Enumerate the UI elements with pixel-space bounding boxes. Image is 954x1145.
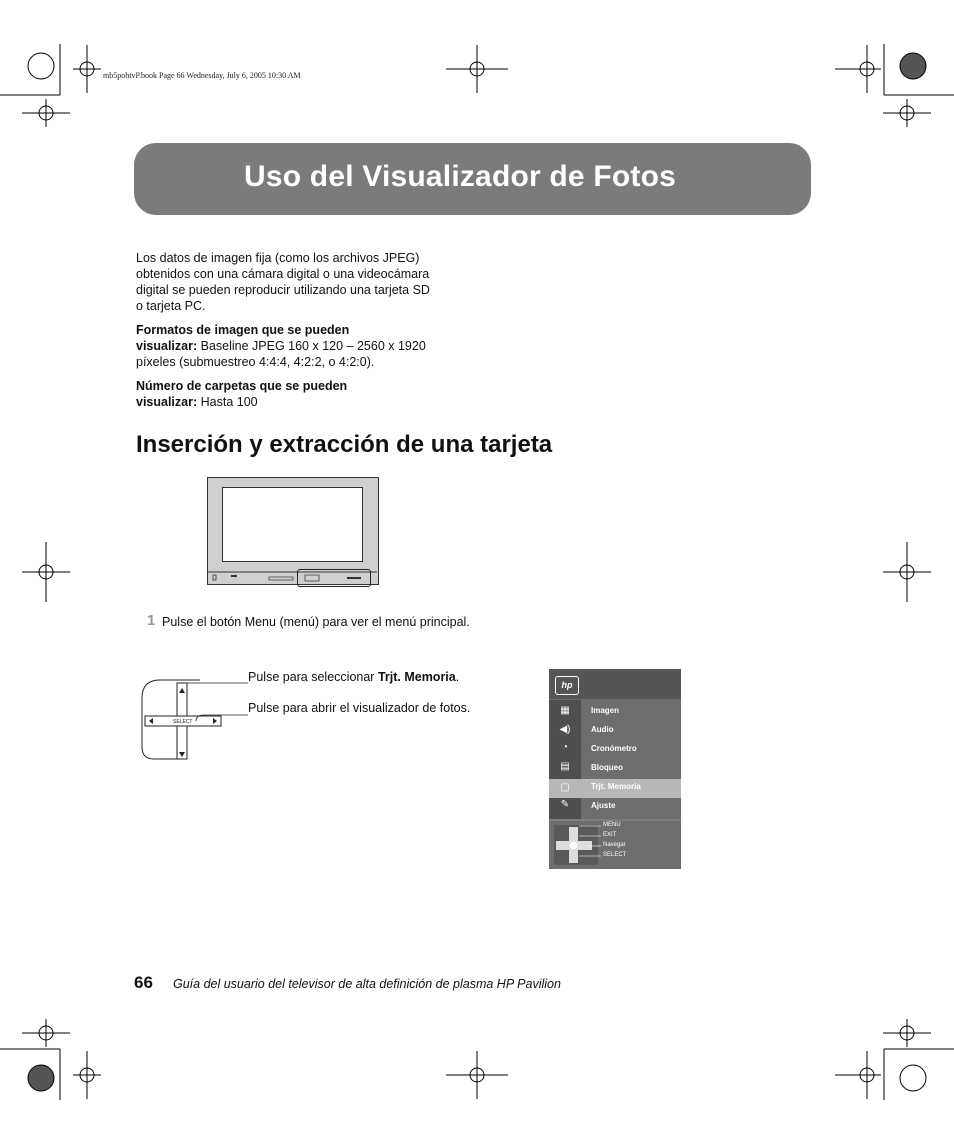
callout-emphasis: Trjt. Memoria [377,670,456,684]
page-title: Uso del Visualizador de Fotos [244,160,676,193]
intro-paragraph [136,250,456,314]
folders-value: Hasta 100 [197,395,258,409]
hp-logo: hp [555,676,579,695]
page-number: 66 [134,973,153,992]
menu-item-ajuste[interactable]: Ajuste [591,801,616,810]
formats-value: Baseline JPEG 160 x 120 – 2560 x 1920 [197,339,426,353]
callout-text: . [455,670,460,684]
section-heading: Inserción y extracción de una tarjeta [136,431,553,458]
folders-label: Número de carpetas que se pueden [136,379,348,393]
folders-paragraph [136,378,466,410]
step-text: Pulse el botón Menu (menú) para ver el menú principal. [162,615,470,629]
select-label: SELECT [173,719,193,725]
card-slot-highlight [297,569,371,587]
picture-icon: ▦ [560,705,570,716]
intro-line: digital se pueden reproducir utilizando una tarjeta SD [136,283,430,297]
formats-label: visualizar: [136,339,198,353]
wrench-icon: ✎ [560,799,570,810]
remote-dpad-illustration [140,675,250,765]
menu-item-audio[interactable]: Audio [591,725,614,734]
step-number: 1 [147,612,156,629]
tv-screen [222,487,363,562]
folders-label: visualizar: [136,395,198,409]
callout-open-viewer: Pulse para abrir el visualizador de fotos. [248,701,471,715]
footer-title: Guía del usuario del televisor de alta definición de plasma HP Pavilion [173,977,561,991]
timer-icon: ◔ [561,742,569,753]
print-header-note: mb5pohtvP.book Page 66 Wednesday, July 6, 2005 10:30 AM [103,71,301,80]
formats-value: píxeles (submuestreo 4:4:4, 4:2:2, o 4:2:0). [136,355,375,369]
memory-card-icon: ▢ [560,782,570,793]
intro-line: Los datos de imagen fija (como los archivos JPEG) [136,251,420,265]
intro-line: o tarjeta PC. [136,299,206,313]
menu-item-trjt-memoria[interactable]: Trjt. Memoria [591,782,641,791]
formats-label: Formatos de imagen que se pueden [136,323,350,337]
menu-item-imagen[interactable]: Imagen [591,706,620,715]
speaker-icon: ◀) [559,724,571,735]
legend-select: SELECT [603,852,627,858]
legend-exit: EXIT [603,832,617,838]
callout-text: Pulse para seleccionar [248,670,378,684]
lock-icon: ▤ [560,761,570,772]
menu-item-cronometro[interactable]: Cronómetro [591,744,637,753]
intro-line: obtenidos con una cámara digital o una videocámara [136,267,430,281]
formats-paragraph [136,322,466,370]
legend-menu: MENU [603,822,621,828]
callout-select-card [248,670,459,684]
menu-item-bloqueo[interactable]: Bloqueo [591,763,623,772]
legend-navegar: Navegar [603,842,626,848]
